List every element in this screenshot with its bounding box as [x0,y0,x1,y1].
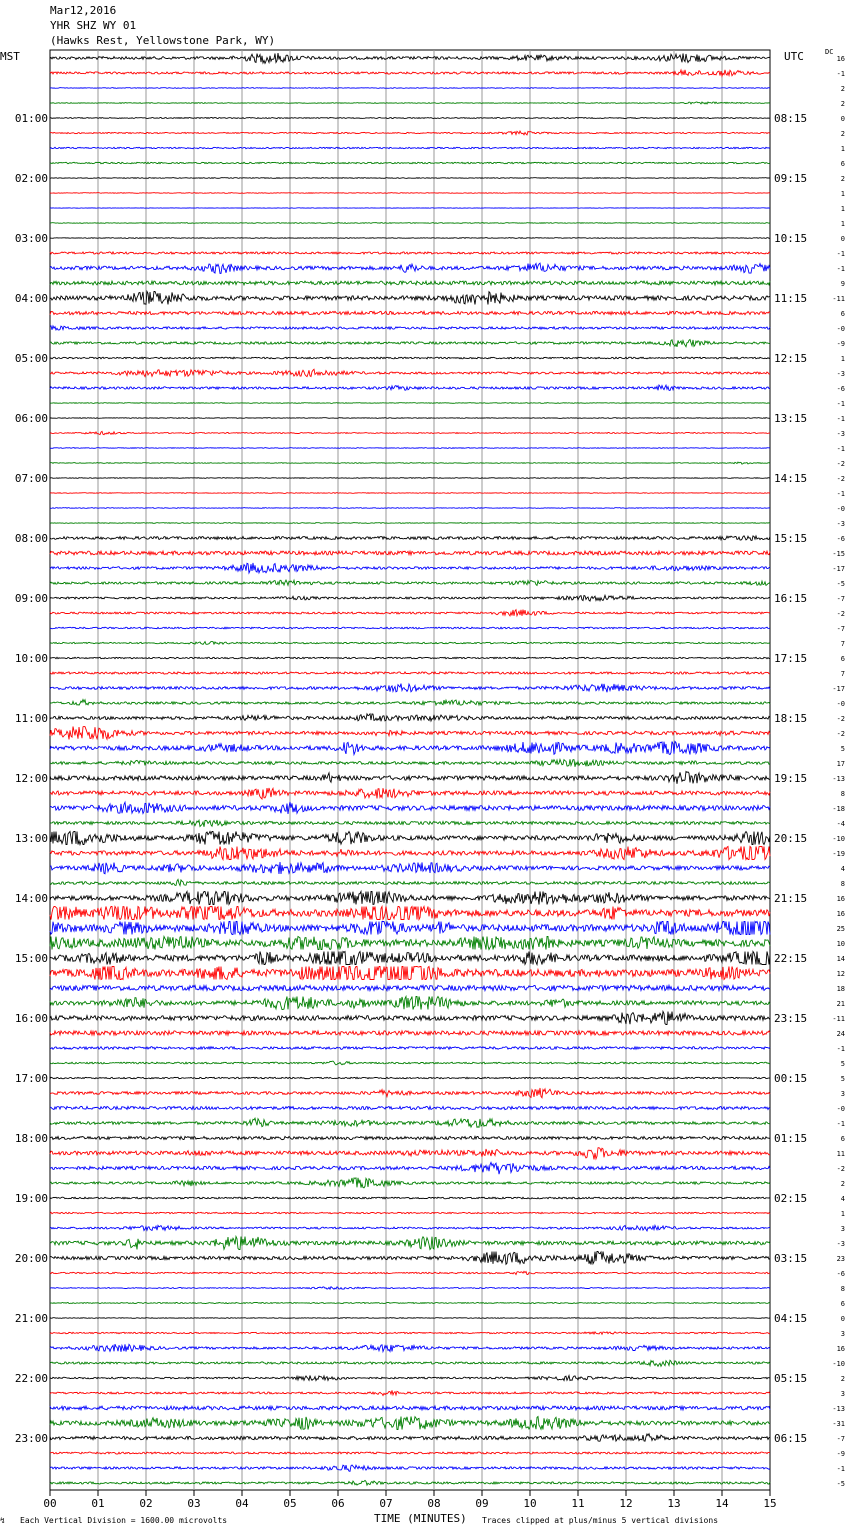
dc-offset-value: 0 [840,115,845,123]
dc-offset-value: 25 [836,925,845,933]
trace-line [50,281,770,285]
trace-line [50,1452,770,1454]
dc-offset-value: -2 [836,475,845,483]
dc-offset-value: 7 [840,640,845,648]
right-hour-label: 13:15 [774,412,808,425]
dc-offset-value: -3 [836,520,845,528]
right-hour-label: 05:15 [774,1372,808,1385]
left-hour-label: 05:00 [14,352,48,365]
trace-line [50,1332,770,1335]
trace-line [50,369,770,376]
trace-line [50,193,770,194]
dc-offset-value: -1 [836,400,845,408]
trace-line [50,879,770,885]
trace-line [50,952,770,965]
trace-line [50,357,770,359]
trace-line [50,1271,770,1274]
trace-line [50,223,770,224]
right-hour-label: 23:15 [774,1012,808,1025]
dc-offset-value: 1 [840,1210,845,1218]
trace-line [50,162,770,163]
trace-line [50,263,770,273]
trace-line [50,862,770,874]
trace-line [50,340,770,347]
trace-line [50,131,770,135]
trace-line [50,1480,770,1485]
left-hour-label: 06:00 [14,412,48,425]
dc-offset-value: -15 [832,550,845,558]
dc-offset-value: -0 [836,325,845,333]
left-hour-label: 19:00 [14,1192,48,1205]
x-tick-label: 03 [187,1497,201,1510]
dc-offset-value: 8 [840,790,845,798]
dc-offset-value: 12 [836,970,845,978]
trace-line [50,1406,770,1410]
left-hour-label: 17:00 [14,1072,48,1085]
right-hour-label: 04:15 [774,1312,808,1325]
dc-offset-value: 21 [836,1000,845,1008]
trace-line [50,1417,770,1430]
dc-offset-value: -10 [832,1360,845,1368]
right-hour-label: 10:15 [774,232,808,245]
trace-line [50,580,770,585]
right-hour-label: 08:15 [774,112,808,125]
dc-offset-value: 24 [836,1030,845,1038]
trace-line [50,311,770,314]
trace-line [50,70,770,76]
trace-line [50,403,770,404]
right-hour-label: 21:15 [774,892,808,905]
trace-line [50,1360,770,1366]
dc-offset-value: 3 [840,1225,845,1233]
trace-line [50,1237,770,1250]
trace-line [50,147,770,148]
left-hour-label: 02:00 [14,172,48,185]
trace-line [50,772,770,784]
x-tick-label: 10 [523,1497,537,1510]
left-hour-label: 09:00 [14,592,48,605]
dc-offset-value: -1 [836,265,845,273]
right-hour-label: 16:15 [774,592,808,605]
dc-offset-value: -1 [836,415,845,423]
trace-line [50,1106,770,1109]
left-timezone-label: MST [0,50,20,63]
trace-line [50,907,770,920]
dc-offset-value: -1 [836,1120,845,1128]
dc-offset-value: -19 [832,850,845,858]
x-tick-label: 07 [379,1497,393,1510]
dc-offset-value: 1 [840,190,845,198]
dc-offset-value: 1 [840,355,845,363]
dc-offset-value: -11 [832,1015,845,1023]
trace-line [50,727,770,740]
trace-line [50,1390,770,1395]
trace-line [50,742,770,755]
dc-offset-value: 1 [840,145,845,153]
dc-offset-value: 4 [840,1195,845,1203]
right-hour-label: 18:15 [774,712,808,725]
left-hour-label: 18:00 [14,1132,48,1145]
dc-offset-value: 4 [840,865,845,873]
left-hour-label: 15:00 [14,952,48,965]
left-hour-label: 07:00 [14,472,48,485]
trace-line [50,610,770,616]
dc-offset-value: 9 [840,280,845,288]
dc-offset-value: 0 [840,1315,845,1323]
trace-line [50,714,770,722]
x-tick-label: 00 [43,1497,57,1510]
trace-line [50,478,770,479]
dc-offset-value: -7 [836,595,845,603]
right-hour-label: 06:15 [774,1432,808,1445]
trace-line [50,657,770,658]
trace-line [50,1465,770,1471]
dc-offset-value: 16 [836,910,845,918]
dc-offset-value: -3 [836,430,845,438]
dc-offset-value: 6 [840,160,845,168]
trace-line [50,1136,770,1139]
x-tick-label: 01 [91,1497,105,1510]
left-hour-label: 23:00 [14,1432,48,1445]
left-hour-label: 13:00 [14,832,48,845]
x-tick-label: 15 [763,1497,777,1510]
trace-line [50,759,770,767]
dc-offset-value: 2 [840,100,845,108]
right-hour-label: 14:15 [774,472,808,485]
trace-line [50,700,770,706]
trace-line [50,997,770,1010]
dc-offset-value: -1 [836,490,845,498]
right-hour-label: 09:15 [774,172,808,185]
dc-offset-value: -9 [836,1450,845,1458]
dc-offset-value: -2 [836,730,845,738]
dc-offset-value: 7 [840,670,845,678]
trace-line [50,967,770,980]
dc-offset-value: -17 [832,685,845,693]
trace-line [50,1047,770,1050]
x-tick-label: 04 [235,1497,249,1510]
trace-line [50,832,770,845]
trace-line [50,462,770,464]
trace-line [50,892,770,905]
dc-offset-value: 23 [836,1255,845,1263]
dc-offset-value: -13 [832,1405,845,1413]
dc-offset-value: -2 [836,610,845,618]
left-hour-label: 10:00 [14,652,48,665]
trace-line [50,1344,770,1352]
right-hour-label: 11:15 [774,292,808,305]
trace-line [50,1303,770,1304]
dc-offset-value: 1 [840,205,845,213]
dc-offset-value: -1 [836,70,845,78]
dc-offset-value: -4 [836,820,845,828]
dc-offset-value: 8 [840,1285,845,1293]
dc-offset-value: 5 [840,1060,845,1068]
x-tick-label: 08 [427,1497,441,1510]
trace-line [50,326,770,330]
x-tick-label: 09 [475,1497,489,1510]
dc-offset-value: -2 [836,1165,845,1173]
trace-line [50,1225,770,1231]
left-hour-label: 14:00 [14,892,48,905]
x-tick-label: 06 [331,1497,345,1510]
right-hour-label: 12:15 [774,352,808,365]
trace-line [50,563,770,573]
trace-line [50,88,770,89]
trace-line [50,1287,770,1290]
dc-offset-value: 2 [840,85,845,93]
trace-line [50,595,770,601]
trace-line [50,937,770,950]
trace-line [50,627,770,629]
trace-line [50,672,770,674]
dc-offset-value: -17 [832,565,845,573]
trace-line [50,1088,770,1098]
trace-line [50,508,770,509]
dc-offset-value: 3 [840,1330,845,1338]
x-tick-label: 13 [667,1497,681,1510]
right-hour-label: 15:15 [774,532,808,545]
scale-note-icon: ↯ [0,1516,5,1525]
dc-offset-value: -3 [836,1240,845,1248]
station-id: YHR SHZ WY 01 [50,19,137,32]
dc-offset-value: -1 [836,1465,845,1473]
trace-line [50,418,770,419]
trace-line [50,1061,770,1065]
dc-offset-value: -10 [832,835,845,843]
trace-line [50,493,770,494]
left-hour-label: 21:00 [14,1312,48,1325]
dc-offset-value: 10 [836,940,845,948]
dc-offset-value: 6 [840,1135,845,1143]
trace-line [50,252,770,254]
dc-offset-value: -7 [836,1435,845,1443]
x-tick-label: 12 [619,1497,633,1510]
dc-offset-value: -31 [832,1420,845,1428]
dc-offset-value: 2 [840,1180,845,1188]
dc-offset-value: -2 [836,460,845,468]
trace-line [50,922,770,935]
dc-offset-value: 3 [840,1090,845,1098]
left-hour-label: 04:00 [14,292,48,305]
right-hour-label: 02:15 [774,1192,808,1205]
dc-offset-value: 5 [840,1075,845,1083]
trace-line [50,118,770,119]
trace-line [50,684,770,693]
right-hour-label: 03:15 [774,1252,808,1265]
dc-offset-value: 0 [840,235,845,243]
dc-offset-value: -2 [836,715,845,723]
dc-offset-value: -5 [836,1480,845,1488]
trace-line [50,292,770,305]
trace-line [50,385,770,390]
right-hour-label: 20:15 [774,832,808,845]
dc-offset-value: -3 [836,370,845,378]
right-hour-label: 22:15 [774,952,808,965]
left-hour-label: 01:00 [14,112,48,125]
dc-offset-value: 16 [836,895,845,903]
dc-offset-value: 2 [840,175,845,183]
left-hour-label: 12:00 [14,772,48,785]
dc-offset-value: 5 [840,745,845,753]
trace-line [50,1318,770,1319]
dc-offset-value: 16 [836,55,845,63]
plot-date: Mar12,2016 [50,4,117,17]
trace-line [50,1012,770,1025]
x-tick-label: 14 [715,1497,729,1510]
trace-line [50,431,770,434]
trace-line [50,1162,770,1174]
dc-offset-value: -1 [836,1045,845,1053]
trace-line [50,1148,770,1160]
dc-offset-value: -0 [836,700,845,708]
trace-line [50,448,770,449]
left-hour-label: 11:00 [14,712,48,725]
right-hour-label: 19:15 [774,772,808,785]
left-hour-label: 22:00 [14,1372,48,1385]
trace-line [50,536,770,541]
trace-line [50,1077,770,1078]
dc-offset-value: -7 [836,625,845,633]
dc-offset-value: -9 [836,340,845,348]
trace-line [50,102,770,104]
right-timezone-label: UTC [784,50,804,63]
right-hour-label: 00:15 [774,1072,808,1085]
dc-offset-value: -18 [832,805,845,813]
x-axis-title: TIME (MINUTES) [374,1512,467,1525]
vertical-division-note: Each Vertical Division = 1600.00 microvolts [20,1516,228,1525]
trace-line [50,1434,770,1441]
trace-line [50,551,770,555]
station-location: (Hawks Rest, Yellowstone Park, WY) [50,34,276,47]
dc-offset-value: -6 [836,1270,845,1278]
trace-line [50,1197,770,1199]
dc-offset-value: 8 [840,880,845,888]
trace-line [50,1031,770,1035]
dc-offset-value: 2 [840,130,845,138]
left-hour-label: 16:00 [14,1012,48,1025]
dc-offset-value: 18 [836,985,845,993]
trace-line [50,820,770,827]
trace-line [50,985,770,990]
trace-line [50,642,770,645]
trace-line [50,523,770,524]
dc-offset-value: -1 [836,250,845,258]
dc-offset-value: -0 [836,1105,845,1113]
dc-offset-value: 17 [836,760,845,768]
trace-line [50,238,770,239]
dc-offset-value: -6 [836,535,845,543]
dc-offset-value: -6 [836,385,845,393]
dc-offset-value: -1 [836,445,845,453]
x-tick-label: 05 [283,1497,297,1510]
trace-line [50,1376,770,1381]
x-tick-label: 02 [139,1497,153,1510]
trace-line [50,847,770,860]
trace-line [50,1212,770,1213]
trace-line [50,178,770,179]
dc-column-label: DC [825,48,834,56]
left-hour-label: 08:00 [14,532,48,545]
trace-line [50,1252,770,1265]
dc-offset-value: -11 [832,295,845,303]
dc-offset-value: 2 [840,1375,845,1383]
left-hour-label: 03:00 [14,232,48,245]
trace-line [50,53,770,63]
dc-offset-value: 14 [836,955,845,963]
dc-offset-value: 1 [840,220,845,228]
dc-offset-value: 3 [840,1390,845,1398]
right-hour-label: 01:15 [774,1132,808,1145]
dc-offset-value: 16 [836,1345,845,1353]
x-tick-label: 11 [571,1497,585,1510]
trace-line [50,788,770,799]
left-hour-label: 20:00 [14,1252,48,1265]
dc-offset-value: 11 [836,1150,845,1158]
dc-offset-value: 6 [840,310,845,318]
dc-offset-value: 6 [840,1300,845,1308]
dc-offset-value: -13 [832,775,845,783]
trace-line [50,802,770,814]
dc-offset-value: -5 [836,580,845,588]
trace-line [50,1118,770,1127]
clip-note: Traces clipped at plus/minus 5 vertical divisions [482,1516,719,1525]
dc-offset-value: -0 [836,505,845,513]
right-hour-label: 17:15 [774,652,808,665]
dc-offset-value: 6 [840,655,845,663]
trace-line [50,1178,770,1188]
